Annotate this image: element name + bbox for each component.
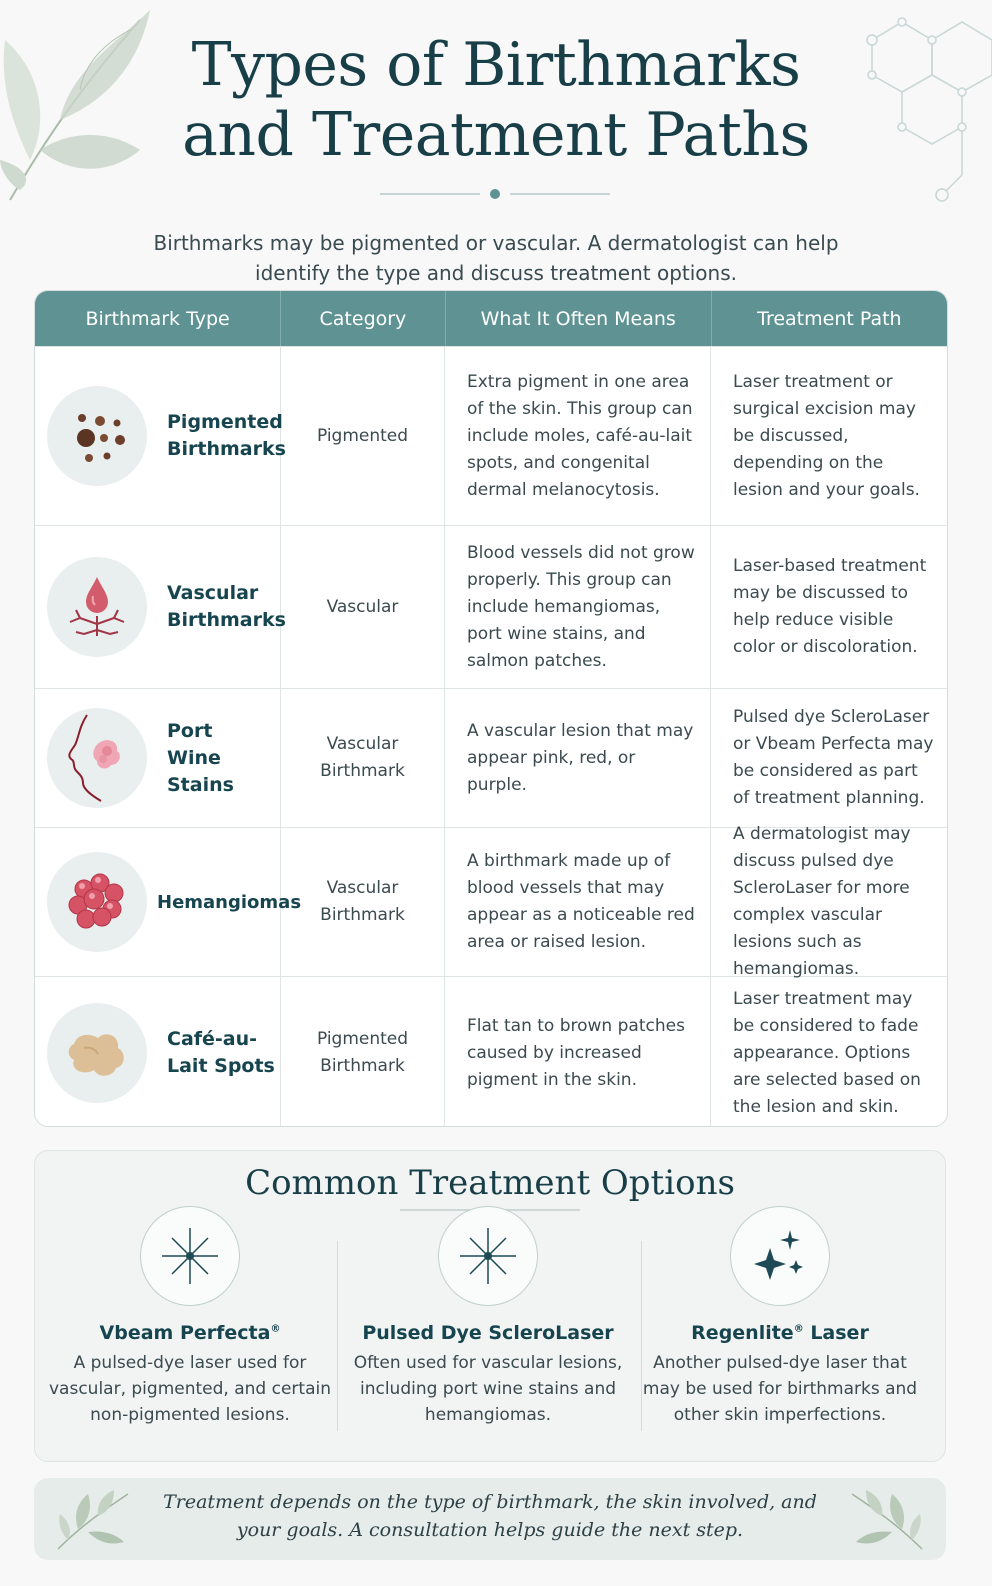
footer-text: Treatment depends on the type of birthmark, the skin involved, and your goals. A consultation helps guide the next step.: [163, 1491, 817, 1541]
category-text: Vascular Birthmark: [320, 878, 405, 925]
meaning-cell: Extra pigment in one area of the skin. This group can include moles, café-au-lait spots, and congenital dermal melanocytosis.: [445, 347, 711, 525]
type-cell: [35, 689, 281, 827]
category-cell: [281, 977, 445, 1127]
leaf-sprig-icon: [48, 1484, 138, 1554]
registered-mark: ®: [270, 1323, 281, 1335]
title-line-1: Types of Birthmarks: [191, 30, 801, 100]
category-cell: [281, 689, 445, 827]
header-birthmark-type: Birthmark Type: [35, 291, 281, 346]
birthmark-type-name: Café-au-Lait Spots: [167, 1028, 275, 1077]
treatment-cell: Laser treatment may be considered to fade appearance. Options are selected based on the lesion and skin.: [733, 988, 921, 1117]
option-card: [635, 1206, 925, 1428]
laser-burst-icon: [438, 1206, 538, 1306]
header-treatment-path: Treatment Path: [757, 307, 902, 330]
pigment-dots-icon: [47, 386, 147, 486]
meaning-cell: A vascular lesion that may appear pink, red, or purple.: [445, 689, 711, 827]
option-description: Another pulsed-dye laser that may be used for birthmarks and other skin imperfections.: [642, 1353, 918, 1425]
treatment-cell: Pulsed dye ScleroLaser or Vbeam Perfecta may be considered as part of treatment planning.: [733, 707, 934, 808]
birthmark-table: [34, 290, 948, 1127]
intro-text: Birthmarks may be pigmented or vascular. A dermatologist can help identify the type and discuss treatment options.: [153, 231, 839, 285]
blood-vessel-drop-icon: [47, 557, 147, 657]
option-card: [343, 1206, 633, 1428]
table-header: [35, 291, 947, 346]
option-card: [45, 1206, 335, 1428]
page-title: [0, 30, 992, 170]
meaning-cell: A birthmark made up of blood vessels that may appear as a noticeable red area or raised lesion.: [445, 828, 711, 976]
type-cell: [35, 347, 286, 525]
laser-burst-icon: [140, 1206, 240, 1306]
treatment-cell: Laser-based treatment may be discussed to help reduce visible color or discoloration.: [733, 556, 927, 657]
option-name-text: Regenlite: [691, 1322, 794, 1344]
type-cell: [35, 977, 281, 1127]
options-title: Common Treatment Options: [245, 1163, 735, 1203]
option-description: Often used for vascular lesions, including port wine stains and hemangiomas.: [353, 1353, 623, 1425]
option-name: [635, 1322, 925, 1344]
birthmark-type-name: Vascular Birthmarks: [167, 582, 286, 631]
type-cell: [35, 526, 286, 688]
footer-note: [34, 1478, 946, 1560]
hemangioma-cluster-icon: [47, 852, 147, 952]
birthmark-type-name: Pigmented Birthmarks: [167, 411, 286, 460]
table-row: [35, 346, 947, 525]
birthmark-type-name: Port Wine Stains: [167, 719, 234, 796]
option-name-text: Pulsed Dye ScleroLaser: [362, 1322, 614, 1344]
table-row: [35, 824, 947, 979]
option-name: [45, 1322, 335, 1344]
option-name-text: Vbeam Perfecta: [99, 1322, 271, 1344]
treatment-cell: Laser treatment or surgical excision may be discussed, depending on the lesion and your goals.: [733, 371, 920, 500]
header-category: Category: [281, 291, 445, 346]
title-divider: [380, 186, 610, 202]
table-row: [35, 976, 947, 1127]
leaf-sprig-icon: [842, 1484, 932, 1554]
category-text: Pigmented Birthmark: [316, 1029, 409, 1076]
option-divider: [337, 1241, 338, 1431]
option-name: [343, 1322, 633, 1344]
registered-mark: ®: [793, 1323, 804, 1335]
treatment-cell: A dermatologist may discuss pulsed dye ScleroLaser for more complex vascular lesions such as hemangiomas.: [733, 824, 911, 979]
tan-patch-icon: [47, 1003, 147, 1103]
sparkle-icon: [730, 1206, 830, 1306]
category-cell: [281, 828, 445, 976]
table-row: [35, 688, 947, 827]
type-cell: [35, 828, 302, 976]
face-profile-icon: [47, 708, 147, 808]
option-name-suffix: Laser: [803, 1322, 869, 1344]
category-cell: Vascular: [281, 526, 445, 688]
birthmark-type-name: Hemangiomas: [157, 891, 302, 913]
category-cell: Pigmented: [281, 347, 445, 525]
option-description: A pulsed-dye laser used for vascular, pigmented, and certain non-pigmented lesions.: [49, 1353, 331, 1425]
meaning-cell: Flat tan to brown patches caused by increased pigment in the skin.: [445, 977, 711, 1127]
treatment-options-panel: [34, 1150, 946, 1462]
meaning-cell: Blood vessels did not grow properly. This group can include hemangiomas, port wine stains, and salmon patches.: [445, 526, 711, 688]
title-line-2: and Treatment Paths: [182, 100, 810, 170]
table-row: [35, 525, 947, 688]
category-text: Vascular Birthmark: [320, 734, 405, 781]
header-meaning: What It Often Means: [446, 291, 712, 346]
